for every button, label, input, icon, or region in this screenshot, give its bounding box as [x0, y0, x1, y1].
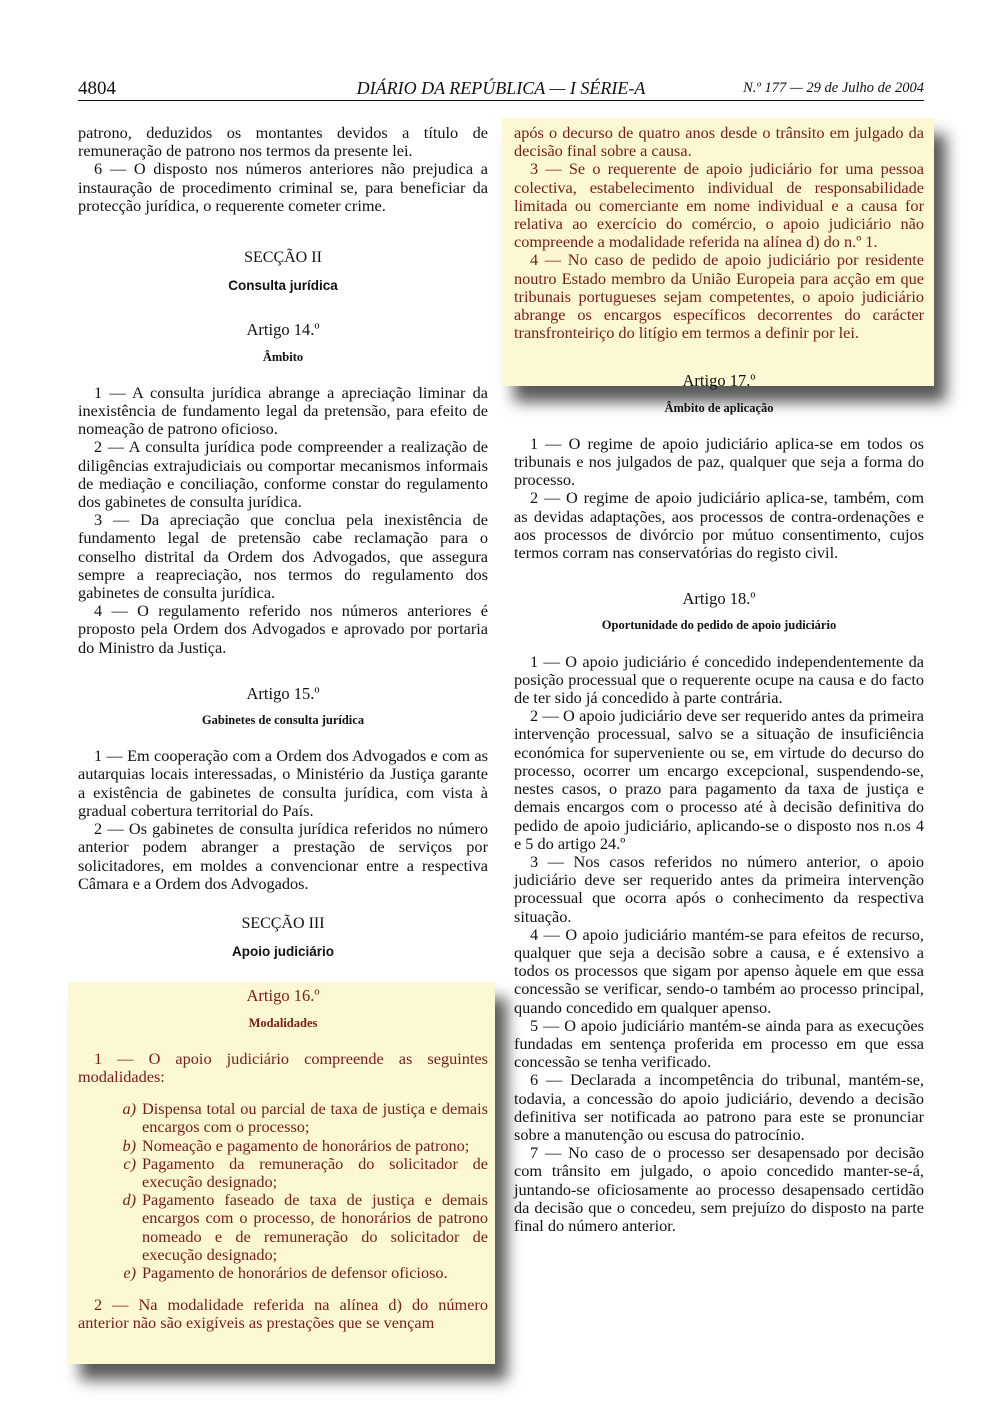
paragraph: 6 — Declarada a incompetência do tribunal, mantém-se, todavia, a concessão do apoio judiciário, devendo a decisão definitiva ser notificada ao patrono para este se pronunciar sobre a manutenção ou escusa do patrocínio. — [514, 1070, 924, 1144]
header-rule — [78, 100, 924, 101]
section-title: SECÇÃO III — [241, 914, 325, 932]
page-number: 4804 — [78, 78, 116, 99]
list-item — [78, 1155, 488, 1191]
article-title: Artigo 17.º — [682, 371, 756, 391]
paragraph: 1 — O apoio judiciário é concedido independentemente da posição processual que o requerente ocupe na causa e do facto de ter sido já concedido à parte contrária. — [514, 651, 924, 708]
paragraph: 7 — No caso de o processo ser desapensado por decisão com trânsito em julgado, o apoio concedido manter-se-á, juntando-se oficiosamente ao processo desapensado certidão da decisão que o concedeu, sem prejuízo do disposto na parte final do número anterior. — [514, 1143, 924, 1235]
paragraph: 3 — Da apreciação que conclua pela inexistência de fundamento legal de pretensão cabe reclamação para o conselho distrital da Ordem dos Advogados, que assegura sempre a reapreciação, nos termos do regulamento dos gabinetes de consulta jurídica. — [78, 510, 488, 603]
paragraph: 2 — Os gabinetes de consulta jurídica referidos no número anterior podem abranger a prestação de serviços por solicitadores, em moldes a convencionar entre a respectiva Câmara e a Ordem dos Advogados. — [78, 819, 488, 893]
list-text: Pagamento faseado de taxa de justiça e demais encargos com o processo, de honorários de patrono nomeado e de remuneração do solicitador de execução designado; — [142, 1190, 488, 1264]
section-title: SECÇÃO II — [244, 249, 322, 267]
article-subtitle: Oportunidade do pedido de apoio judiciário — [601, 618, 837, 633]
article-16-block — [78, 987, 488, 1332]
modalities-list — [78, 1100, 488, 1282]
paragraph: 1 — A consulta jurídica abrange a apreciação liminar da inexistência de fundamento legal da pretensão, para efeito de nomeação de patrono oficioso. — [78, 382, 488, 439]
right-column — [514, 124, 924, 1235]
paragraph: 5 — O apoio judiciário mantém-se ainda para as execuções fundadas em sentença proferida em processo em que essa concessão se tenha verificado. — [514, 1015, 924, 1072]
paragraph: 1 — Em cooperação com a Ordem dos Advogados e com as autarquias locais interessadas, o Ministério da Justiça garante a existência de gabinetes de consulta jurídica, com vista à gradual cobertura territorial do País. — [78, 746, 488, 820]
paragraph: 2 — A consulta jurídica pode compreender a realização de diligências extrajudiciais ou comportar mecanismos informais de mediação e conciliação, conforme constar do regulamento dos gabinetes de consulta jurídica. — [78, 437, 488, 512]
list-label: d) — [122, 1190, 136, 1210]
list-label: b) — [122, 1135, 136, 1155]
article-subtitle: Âmbito — [262, 349, 304, 364]
article-title: Artigo 16.º — [246, 986, 320, 1006]
list-item — [78, 1100, 488, 1136]
article-subtitle: Âmbito de aplicação — [664, 400, 774, 415]
list-text: Nomeação e pagamento de honorários de patrono; — [142, 1135, 470, 1155]
paragraph: patrono, deduzidos os montantes devidos a título de remuneração de patrono nos termos da presente lei. — [78, 123, 488, 161]
paragraph: 3 — Se o requerente de apoio judiciário for uma pessoa colectiva, estabelecimento individual de responsabilidade limitada ou comerciante em nome individual e a causa for relativa ao exercício do comércio, o apoio judiciário não compreende a modalidade referida na alínea d) do n.º 1. — [514, 159, 924, 252]
article-16-continuation — [514, 124, 924, 342]
article-title: Artigo 18.º — [682, 589, 756, 609]
article-title: Artigo 15.º — [246, 683, 320, 703]
paragraph: 4 — O regulamento referido nos números anteriores é proposto pela Ordem dos Advogados e aprovado por portaria do Ministro da Justiça. — [78, 601, 488, 657]
list-text: Dispensa total ou parcial de taxa de justiça e demais encargos com o processo; — [142, 1099, 488, 1137]
paragraph: 3 — Nos casos referidos no número anterior, o apoio judiciário deve ser requerido antes da primeira intervenção processual que ocorra após o conhecimento da respectiva situação. — [514, 851, 924, 926]
paragraph: 1 — O apoio judiciário compreende as seguintes modalidades: — [78, 1048, 488, 1086]
list-label: c) — [123, 1153, 136, 1173]
paragraph: 6 — O disposto nos números anteriores não prejudica a instauração de procedimento criminal se, para beneficiar da protecção jurídica, o requerente cometer crime. — [78, 159, 488, 215]
list-item — [78, 1137, 488, 1155]
paragraph: 2 — O apoio judiciário deve ser requerido antes da primeira intervenção processual, salvo se a situação de insuficiência económica for superveniente ou se, em virtude do decurso do processo, ocorrer um encargo excepcional, suspendendo-se, nestes casos, o prazo para pagamento da taxa de justiça e demais encargos com o processo até à decisão definitiva do pedido de apoio judiciário, aplicando-se o disposto nos n.os 4 e 5 do artigo 24.º — [514, 706, 924, 853]
journal-title: DIÁRIO DA REPÚBLICA — I SÉRIE-A — [356, 78, 646, 98]
issue-info: N.º 177 — 29 de Julho de 2004 — [743, 80, 924, 96]
paragraph: 2 — Na modalidade referida na alínea d) do número anterior não são exigíveis as prestações que se vençam — [78, 1295, 488, 1333]
list-item — [78, 1191, 488, 1264]
paragraph: 1 — O regime de apoio judiciário aplica-se em todos os tribunais e nos julgados de paz, qualquer que seja a forma do processo. — [514, 433, 924, 490]
article-subtitle: Gabinetes de consulta jurídica — [201, 713, 365, 728]
section-subtitle: Consulta jurídica — [228, 278, 338, 294]
section-subtitle: Apoio judiciário — [231, 944, 334, 960]
article-title: Artigo 14.º — [246, 320, 320, 340]
paragraph: 4 — No caso de pedido de apoio judiciário por residente noutro Estado membro da União Europeia para acção em que tribunais portugueses sejam competentes, o apoio judiciário abrange os encargos específicos decorrentes do carácter transfronteiriço do litígio em termos a definir por lei. — [514, 250, 924, 343]
list-item — [78, 1264, 488, 1282]
page-header — [78, 78, 924, 100]
paragraph: 2 — O regime de apoio judiciário aplica-se, também, com as devidas adaptações, aos processos de contra-ordenações e aos processos de divórcio por mútuo consentimento, cujos termos corram nas conservatórias do registo civil. — [514, 488, 924, 563]
left-column — [78, 124, 488, 1333]
list-label: a) — [122, 1099, 136, 1119]
list-label: e) — [123, 1262, 136, 1282]
list-text: Pagamento de honorários de defensor oficioso. — [142, 1262, 448, 1282]
paragraph: após o decurso de quatro anos desde o trânsito em julgado da decisão final sobre a causa. — [514, 123, 924, 161]
list-text: Pagamento da remuneração do solicitador de execução designado; — [142, 1153, 488, 1191]
paragraph: 4 — O apoio judiciário mantém-se para efeitos de recurso, qualquer que seja a decisão sobre a causa, e é extensivo a todos os processos que sigam por apenso àquele em que essa concessão se verificar, sendo-o também ao processo principal, quando concedido em qualquer apenso. — [514, 924, 924, 1017]
article-subtitle: Modalidades — [248, 1015, 318, 1030]
